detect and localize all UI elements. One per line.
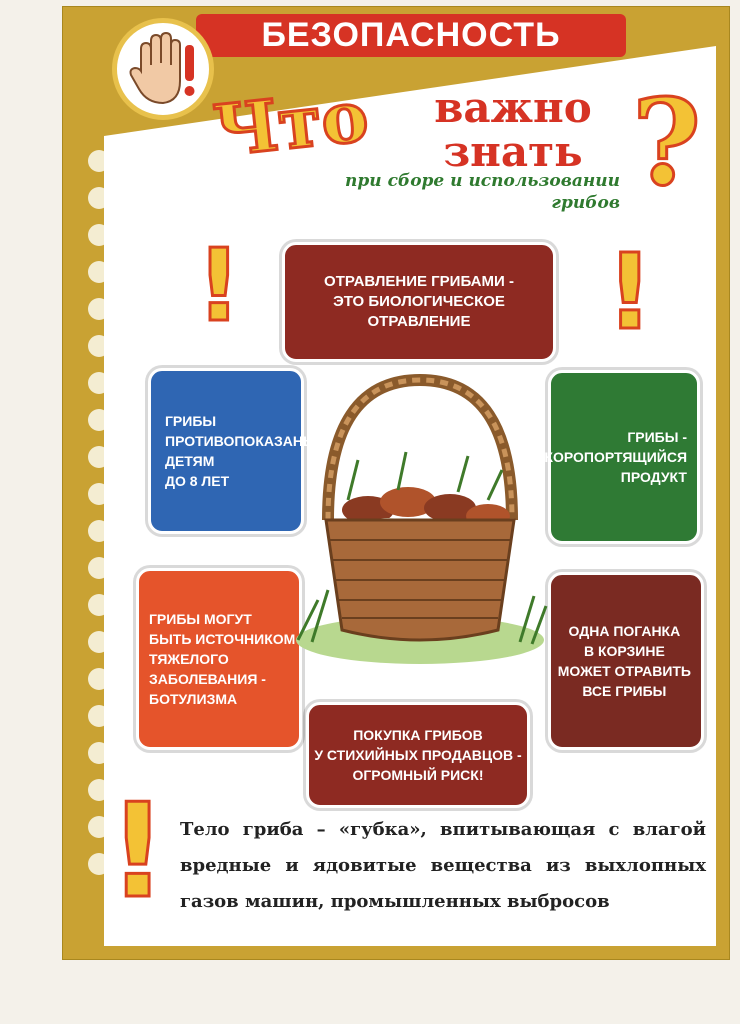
footer-text: Тело гриба – «губка», впитывающая с влагой вредные и ядовитые вещества из выхлопных газов машин, промышленных выбросов	[180, 819, 706, 912]
exclamation-icon: !	[606, 231, 654, 353]
box-line: ВСЕ ГРИБЫ	[582, 683, 667, 699]
box-poisoning	[282, 242, 556, 362]
box-line: ПОКУПКА ГРИБОВ	[353, 727, 483, 743]
mushroom-basket-illustration	[288, 360, 552, 680]
box-line: ДЕТЯМ	[165, 453, 215, 469]
title-important-line2: знать	[443, 127, 583, 176]
safety-banner: БЕЗОПАСНОСТЬ	[196, 14, 626, 57]
box-line: ДО 8 ЛЕТ	[165, 473, 230, 489]
box-perishable	[534, 370, 700, 544]
question-mark-icon: ?	[632, 73, 702, 212]
box-line: ЗАБОЛЕВАНИЯ -	[149, 671, 266, 687]
box-line: СКОРОПОРТЯЩИЙСЯ	[534, 449, 687, 465]
exclamation-icon: !	[108, 775, 168, 927]
box-line: БЫТЬ ИСТОЧНИКОМ	[149, 631, 296, 647]
box-line: ОГРОМНЫЙ РИСК!	[352, 767, 484, 783]
stop-hand-icon	[112, 18, 214, 120]
subtitle-line2: грибов	[551, 193, 620, 213]
box-line: ОТРАВЛЕНИЕ ГРИБАМИ -	[324, 273, 514, 290]
box-line: ЭТО БИОЛОГИЧЕСКОЕ	[333, 293, 505, 310]
box-toadstool	[548, 572, 704, 750]
box-line: У СТИХИЙНЫХ ПРОДАВЦОВ -	[314, 747, 522, 763]
box-line: ПРОТИВОПОКАЗАНЫ	[165, 433, 317, 449]
box-street-sellers	[306, 702, 530, 808]
title-what: Что	[210, 74, 372, 173]
box-line: В КОРЗИНЕ	[583, 643, 665, 659]
title-important	[400, 83, 626, 176]
box-line: МОЖЕТ ОТРАВИТЬ	[557, 663, 691, 679]
box-children	[148, 368, 317, 534]
title-important-line1: важно	[434, 83, 592, 132]
box-line: ГРИБЫ	[165, 413, 217, 429]
box-line: ГРИБЫ -	[627, 429, 687, 445]
box-line: БОТУЛИЗМА	[149, 691, 238, 707]
subtitle-line1: при сборе и использовании	[345, 171, 620, 191]
subtitle	[298, 170, 620, 214]
box-botulism	[136, 568, 302, 750]
box-line: ОТРАВЛЕНИЕ	[367, 313, 471, 330]
exclamation-icon: !	[196, 227, 242, 344]
box-line: ОДНА ПОГАНКА	[568, 623, 681, 639]
box-line: ПРОДУКТ	[620, 469, 687, 485]
box-line: ТЯЖЕЛОГО	[149, 651, 229, 667]
box-line: ГРИБЫ МОГУТ	[149, 611, 252, 627]
